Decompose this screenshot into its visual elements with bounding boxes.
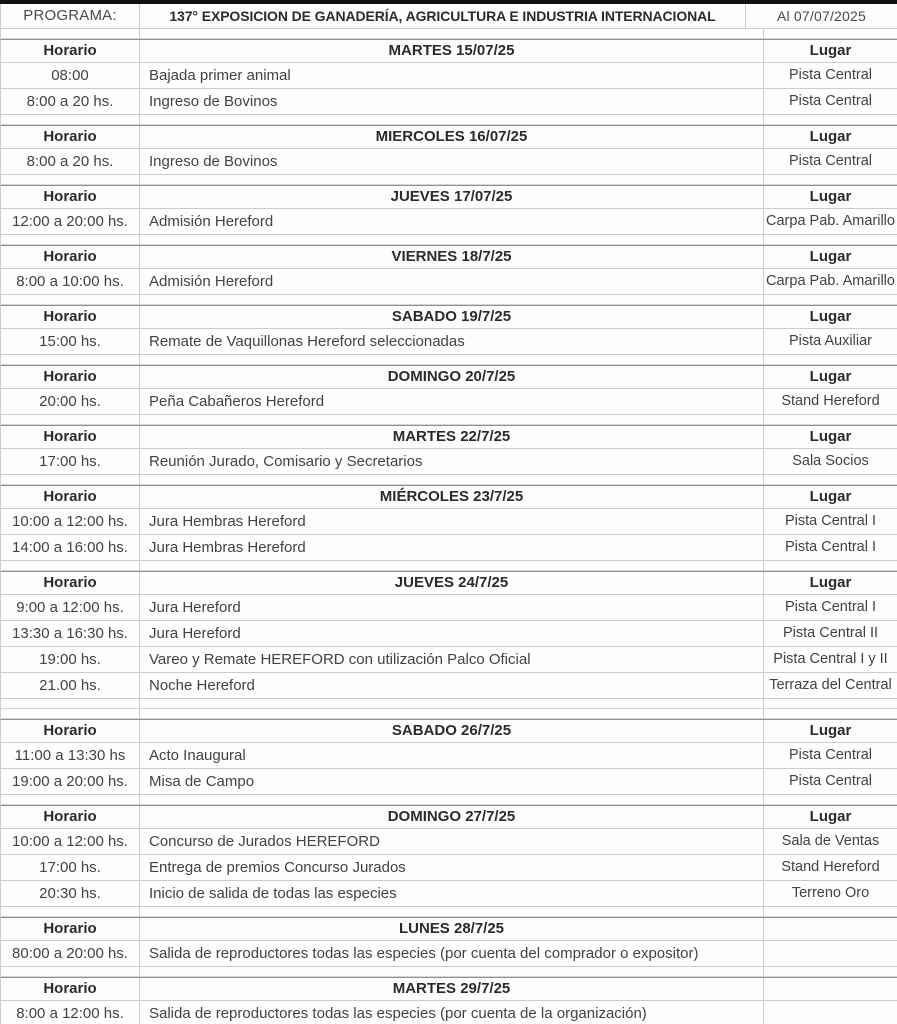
- place-cell: Pista Central I: [764, 535, 897, 560]
- document-title: 137° EXPOSICION DE GANADERÍA, AGRICULTURA E INDUSTRIA INTERNACIONAL: [140, 4, 746, 28]
- as-of-date: Al 07/07/2025: [746, 4, 897, 28]
- horario-column-header: Horario: [1, 918, 140, 940]
- gap-cell-event: [140, 235, 764, 244]
- gap-cell-event: [140, 699, 764, 708]
- place-cell: Pista Central I y II: [764, 647, 897, 672]
- event-cell: Remate de Vaquillonas Hereford seleccionadas: [140, 329, 764, 354]
- gap-cell-time: [1, 967, 140, 976]
- time-cell: 19:00 hs.: [1, 647, 140, 672]
- schedule-row: [0, 881, 897, 907]
- horario-column-header: Horario: [1, 978, 140, 1000]
- gap-cell-place: [764, 175, 897, 184]
- event-cell: Ingreso de Bovinos: [140, 89, 764, 114]
- schedule-row: [0, 89, 897, 115]
- day-header-row: [0, 305, 897, 329]
- place-cell: Stand Hereford: [764, 389, 897, 414]
- lugar-column-header: Lugar: [764, 426, 897, 448]
- horario-column-header: Horario: [1, 486, 140, 508]
- programa-label: PROGRAMA:: [1, 4, 140, 28]
- schedule-row: [0, 647, 897, 673]
- day-title: VIERNES 18/7/25: [140, 246, 764, 268]
- event-cell: Admisión Hereford: [140, 209, 764, 234]
- day-header-row: [0, 485, 897, 509]
- gap-cell-time: [1, 355, 140, 364]
- lugar-column-header: Lugar: [764, 306, 897, 328]
- lugar-column-header: Lugar: [764, 186, 897, 208]
- section-gap-row: [0, 115, 897, 125]
- event-cell: Admisión Hereford: [140, 269, 764, 294]
- day-title: SABADO 26/7/25: [140, 720, 764, 742]
- place-cell: Pista Central: [764, 149, 897, 174]
- section-gap-row: [0, 475, 897, 485]
- time-cell: 20:30 hs.: [1, 881, 140, 906]
- section-gap-row: [0, 561, 897, 571]
- place-cell: Terraza del Central: [764, 673, 897, 698]
- horario-column-header: Horario: [1, 306, 140, 328]
- event-cell: Ingreso de Bovinos: [140, 149, 764, 174]
- day-title: LUNES 28/7/25: [140, 918, 764, 940]
- time-cell: 20:00 hs.: [1, 389, 140, 414]
- time-cell: 8:00 a 10:00 hs.: [1, 269, 140, 294]
- gap-cell-event: [140, 475, 764, 484]
- time-cell: 21.00 hs.: [1, 673, 140, 698]
- lugar-column-header: Lugar: [764, 366, 897, 388]
- day-title: MARTES 29/7/25: [140, 978, 764, 1000]
- day-header-row: [0, 125, 897, 149]
- day-title: MARTES 15/07/25: [140, 40, 764, 62]
- schedule-row: [0, 329, 897, 355]
- section-gap-row: [0, 295, 897, 305]
- schedule-row: [0, 621, 897, 647]
- place-cell: Stand Hereford: [764, 855, 897, 880]
- day-title: MIÉRCOLES 23/7/25: [140, 486, 764, 508]
- gap-cell-event: [140, 115, 764, 124]
- horario-column-header: Horario: [1, 572, 140, 594]
- gap-cell-event: [140, 907, 764, 916]
- time-cell: 8:00 a 12:00 hs.: [1, 1001, 140, 1024]
- day-title: DOMINGO 27/7/25: [140, 806, 764, 828]
- gap-cell-place: [764, 561, 897, 570]
- gap-cell-time: [1, 907, 140, 916]
- gap-cell-time: [1, 795, 140, 804]
- time-cell: 14:00 a 16:00 hs.: [1, 535, 140, 560]
- gap-cell-time: [1, 475, 140, 484]
- horario-column-header: Horario: [1, 426, 140, 448]
- gap-cell-time: [1, 709, 140, 718]
- schedule-sections: [0, 29, 897, 1024]
- time-cell: 15:00 hs.: [1, 329, 140, 354]
- place-cell: Pista Central I: [764, 595, 897, 620]
- horario-column-header: Horario: [1, 40, 140, 62]
- time-cell: 11:00 a 13:30 hs: [1, 743, 140, 768]
- lugar-column-header: Lugar: [764, 126, 897, 148]
- place-cell: Pista Auxiliar: [764, 329, 897, 354]
- schedule-row: [0, 941, 897, 967]
- section-gap-row: [0, 967, 897, 977]
- lugar-column-header: Lugar: [764, 40, 897, 62]
- schedule-row: [0, 855, 897, 881]
- gap-cell-event: [140, 561, 764, 570]
- lugar-column-header: [764, 978, 897, 1000]
- event-cell: Peña Cabañeros Hereford: [140, 389, 764, 414]
- time-cell: 8:00 a 20 hs.: [1, 149, 140, 174]
- gap-cell-place: [764, 115, 897, 124]
- day-title: SABADO 19/7/25: [140, 306, 764, 328]
- gap-cell-event: [140, 795, 764, 804]
- schedule-row: [0, 209, 897, 235]
- place-cell: Sala de Ventas: [764, 829, 897, 854]
- time-cell: 19:00 a 20:00 hs.: [1, 769, 140, 794]
- schedule-row: [0, 673, 897, 699]
- gap-cell-time: [1, 115, 140, 124]
- time-cell: 10:00 a 12:00 hs.: [1, 829, 140, 854]
- gap-cell-time: [1, 561, 140, 570]
- time-cell: 17:00 hs.: [1, 449, 140, 474]
- time-cell: 8:00 a 20 hs.: [1, 89, 140, 114]
- day-title: MARTES 22/7/25: [140, 426, 764, 448]
- section-gap-row: [0, 355, 897, 365]
- gap-cell-event: [140, 709, 764, 718]
- time-cell: 17:00 hs.: [1, 855, 140, 880]
- day-header-row: [0, 571, 897, 595]
- horario-column-header: Horario: [1, 720, 140, 742]
- time-cell: 10:00 a 12:00 hs.: [1, 509, 140, 534]
- lugar-column-header: Lugar: [764, 486, 897, 508]
- gap-cell-event: [140, 355, 764, 364]
- horario-column-header: Horario: [1, 806, 140, 828]
- day-header-row: [0, 917, 897, 941]
- gap-cell-event: [140, 29, 764, 38]
- day-header-row: [0, 977, 897, 1001]
- schedule-row: [0, 829, 897, 855]
- schedule-row: [0, 269, 897, 295]
- time-cell: 12:00 a 20:00 hs.: [1, 209, 140, 234]
- section-gap-row: [0, 175, 897, 185]
- day-title: MIERCOLES 16/07/25: [140, 126, 764, 148]
- lugar-column-header: Lugar: [764, 720, 897, 742]
- event-cell: Jura Hembras Hereford: [140, 509, 764, 534]
- schedule-row: [0, 449, 897, 475]
- gap-cell-event: [140, 175, 764, 184]
- lugar-column-header: Lugar: [764, 572, 897, 594]
- gap-cell-time: [1, 415, 140, 424]
- section-gap-row: [0, 29, 897, 39]
- event-cell: Acto Inaugural: [140, 743, 764, 768]
- section-gap-row: [0, 709, 897, 719]
- event-cell: Jura Hereford: [140, 595, 764, 620]
- gap-cell-place: [764, 235, 897, 244]
- gap-cell-time: [1, 29, 140, 38]
- gap-cell-place: [764, 709, 897, 718]
- day-header-row: [0, 185, 897, 209]
- gap-cell-place: [764, 355, 897, 364]
- place-cell: [764, 941, 897, 966]
- gap-cell-event: [140, 415, 764, 424]
- event-cell: Salida de reproductores todas las especies (por cuenta del comprador o expositor): [140, 941, 764, 966]
- gap-cell-place: [764, 415, 897, 424]
- day-title: JUEVES 17/07/25: [140, 186, 764, 208]
- event-cell: Jura Hereford: [140, 621, 764, 646]
- gap-cell-place: [764, 795, 897, 804]
- day-title: JUEVES 24/7/25: [140, 572, 764, 594]
- event-cell: Vareo y Remate HEREFORD con utilización Palco Oficial: [140, 647, 764, 672]
- section-gap-row: [0, 235, 897, 245]
- gap-cell-place: [764, 295, 897, 304]
- schedule-row: [0, 1001, 897, 1024]
- gap-cell-place: [764, 29, 897, 38]
- event-cell: Salida de reproductores todas las especies (por cuenta de la organización): [140, 1001, 764, 1024]
- place-cell: Pista Central: [764, 769, 897, 794]
- event-cell: Bajada primer animal: [140, 63, 764, 88]
- gap-cell-time: [1, 175, 140, 184]
- day-header-row: [0, 425, 897, 449]
- schedule-row: [0, 535, 897, 561]
- horario-column-header: Horario: [1, 126, 140, 148]
- place-cell: Pista Central: [764, 89, 897, 114]
- day-title: DOMINGO 20/7/25: [140, 366, 764, 388]
- event-cell: Entrega de premios Concurso Jurados: [140, 855, 764, 880]
- horario-column-header: Horario: [1, 246, 140, 268]
- place-cell: Pista Central: [764, 743, 897, 768]
- schedule-row: [0, 743, 897, 769]
- event-cell: Misa de Campo: [140, 769, 764, 794]
- event-cell: Concurso de Jurados HEREFORD: [140, 829, 764, 854]
- day-header-row: [0, 805, 897, 829]
- event-cell: Inicio de salida de todas las especies: [140, 881, 764, 906]
- lugar-column-header: Lugar: [764, 246, 897, 268]
- lugar-column-header: [764, 918, 897, 940]
- schedule-row: [0, 595, 897, 621]
- event-cell: Jura Hembras Hereford: [140, 535, 764, 560]
- schedule-row: [0, 389, 897, 415]
- place-cell: Sala Socios: [764, 449, 897, 474]
- event-cell: Reunión Jurado, Comisario y Secretarios: [140, 449, 764, 474]
- place-cell: Terreno Oro: [764, 881, 897, 906]
- horario-column-header: Horario: [1, 186, 140, 208]
- gap-cell-place: [764, 475, 897, 484]
- schedule-row: [0, 63, 897, 89]
- section-gap-row: [0, 415, 897, 425]
- day-header-row: [0, 719, 897, 743]
- gap-cell-event: [140, 967, 764, 976]
- section-gap-row: [0, 795, 897, 805]
- schedule-row: [0, 769, 897, 795]
- time-cell: 80:00 a 20:00 hs.: [1, 941, 140, 966]
- place-cell: Carpa Pab. Amarillo: [764, 209, 897, 234]
- lugar-column-header: Lugar: [764, 806, 897, 828]
- schedule-row: [0, 509, 897, 535]
- document-header-row: [0, 4, 897, 29]
- time-cell: 13:30 a 16:30 hs.: [1, 621, 140, 646]
- gap-cell-place: [764, 967, 897, 976]
- section-gap-row: [0, 699, 897, 709]
- place-cell: Pista Central I: [764, 509, 897, 534]
- place-cell: Pista Central II: [764, 621, 897, 646]
- event-cell: Noche Hereford: [140, 673, 764, 698]
- gap-cell-time: [1, 235, 140, 244]
- time-cell: 9:00 a 12:00 hs.: [1, 595, 140, 620]
- day-header-row: [0, 245, 897, 269]
- gap-cell-time: [1, 699, 140, 708]
- day-header-row: [0, 39, 897, 63]
- section-gap-row: [0, 907, 897, 917]
- gap-cell-place: [764, 699, 897, 708]
- schedule-row: [0, 149, 897, 175]
- gap-cell-place: [764, 907, 897, 916]
- time-cell: 08:00: [1, 63, 140, 88]
- place-cell: Pista Central: [764, 63, 897, 88]
- horario-column-header: Horario: [1, 366, 140, 388]
- place-cell: [764, 1001, 897, 1024]
- day-header-row: [0, 365, 897, 389]
- place-cell: Carpa Pab. Amarillo: [764, 269, 897, 294]
- gap-cell-time: [1, 295, 140, 304]
- gap-cell-event: [140, 295, 764, 304]
